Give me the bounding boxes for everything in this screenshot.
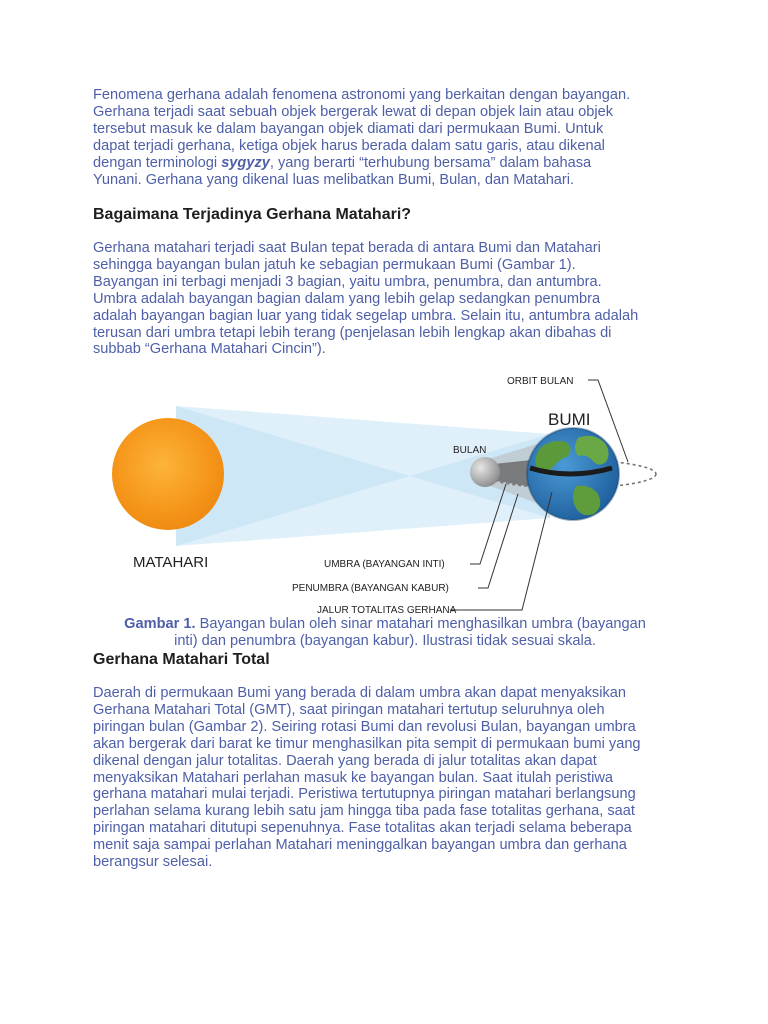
earth-label: BUMI [548, 410, 591, 429]
total-line: dikenal dengan jalur totalitas. Daerah yang berada di jalur totalitas akan dapat [93, 752, 597, 769]
orbit-label: ORBIT BULAN [507, 376, 574, 387]
eclipse-diagram [100, 368, 670, 618]
total-line: Daerah di permukaan Bumi yang berada di dalam umbra akan dapat menyaksikan [93, 685, 626, 701]
total-line: menyaksikan Matahari perlahan masuk ke bayangan bulan. Saat itulah peristiwa [93, 769, 614, 786]
sun-icon [112, 418, 224, 530]
total-line: berangsur selesai. [93, 854, 213, 871]
total-line: perlahan selama kurang lebih satu jam hingga tiba pada fase totalitas gerhana, saat [93, 803, 635, 820]
umbra-label: UMBRA (BAYANGAN INTI) [324, 559, 445, 570]
how-line: subbab “Gerhana Matahari Cincin”). [93, 341, 326, 358]
figure-caption [100, 616, 670, 650]
intro-line: tersebut masuk ke dalam bayangan objek diamati dari permukaan Bumi. Untuk [93, 120, 604, 137]
intro-line: dapat terjadi gerhana, ketiga objek harus berada dalam satu garis, atau dikenal [93, 137, 605, 154]
intro-paragraph [93, 87, 683, 188]
total-line: piringan bulan (Gambar 2). Seiring rotasi Bumi dan revolusi Bulan, bayangan umbra [93, 718, 636, 735]
total-line: piringan matahari ditutupi sepenuhnya. Fase totalitas akan terjadi selama beberapa [93, 820, 632, 837]
intro-line: dengan terminologi [93, 154, 222, 171]
how-line: Gerhana matahari terjadi saat Bulan tepat berada di antara Bumi dan Matahari [93, 240, 601, 256]
totality-path-label: JALUR TOTALITAS GERHANA [317, 605, 457, 616]
caption-text: Bayangan bulan oleh sinar matahari menghasilkan umbra (bayangan [195, 616, 646, 632]
term-sygyzy: sygyzy [221, 154, 270, 171]
moon-icon [470, 457, 500, 487]
sun-label: MATAHARI [133, 554, 209, 571]
intro-line: Gerhana terjadi saat sebuah objek bergerak lewat di depan objek lain atau objek [93, 103, 614, 120]
total-line: gerhana matahari mulai terjadi. Peristiwa tertutupnya piringan matahari berlangsung [93, 786, 636, 803]
moon-label: BULAN [453, 445, 487, 456]
caption-text: inti) dan penumbra (bayangan kabur). Ilustrasi tidak sesuai skala. [174, 633, 596, 649]
total-line: Gerhana Matahari Total (GMT), saat piringan matahari tertutup seluruhnya oleh [93, 701, 605, 718]
penumbra-label: PENUMBRA (BAYANGAN KABUR) [292, 583, 449, 594]
caption-label: Gambar 1. [124, 616, 196, 632]
how-line: adalah bayangan bagian luar yang tidak segelap umbra. Selain itu, antumbra adalah [93, 307, 639, 324]
intro-line: Yunani. Gerhana yang dikenal luas melibatkan Bumi, Bulan, dan Matahari. [93, 171, 575, 188]
how-line: Bayangan ini terbagi menjadi 3 bagian, yaitu umbra, penumbra, dan antumbra. [93, 273, 602, 290]
how-line: terusan dari umbra tetapi lebih terang (penjelasan lebih lengkap akan dibahas di [93, 324, 612, 341]
intro-line: Fenomena gerhana adalah fenomena astronomi yang berkaitan dengan bayangan. [93, 87, 631, 103]
how-line: Umbra adalah bayangan bagian dalam yang lebih gelap sedangkan penumbra [93, 290, 601, 307]
section-heading-how: Bagaimana Terjadinya Gerhana Matahari? [93, 206, 412, 223]
how-paragraph [93, 240, 683, 358]
total-line: akan bergerak dari barat ke timur menghasilkan pita sempit di permukaan bumi yang [93, 735, 641, 752]
intro-line: , yang berarti “terhubung bersama” dalam bahasa [269, 154, 592, 171]
how-line: sehingga bayangan bulan jatuh ke sebagian permukaan Bumi (Gambar 1). [93, 256, 576, 273]
total-line: menit saja sampai perlahan Matahari meninggalkan bayangan umbra dan gerhana [93, 837, 627, 854]
total-paragraph [93, 685, 683, 871]
section-heading-total: Gerhana Matahari Total [93, 651, 270, 668]
